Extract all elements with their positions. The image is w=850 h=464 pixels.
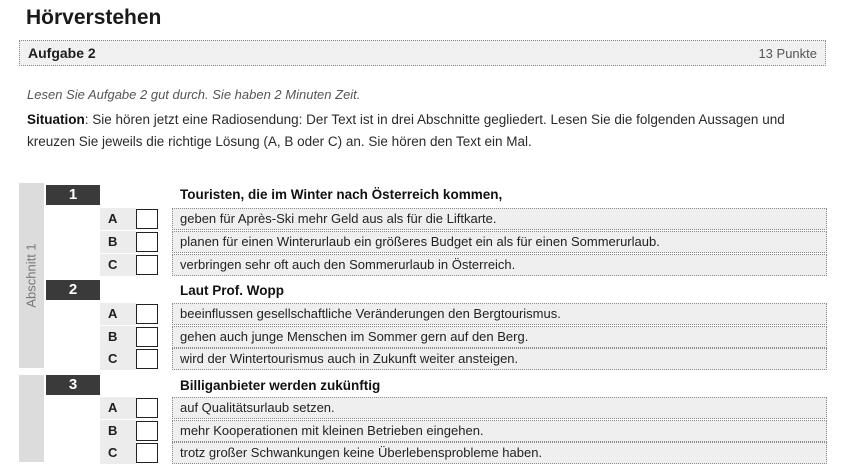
answer-checkbox[interactable] [136, 232, 158, 252]
option-text: wird der Wintertourismus auch in Zukunft weiter ansteigen. [172, 348, 827, 370]
task-header-bar [19, 40, 826, 66]
option-row [100, 442, 827, 464]
question-number: 3 [46, 375, 100, 395]
answer-checkbox[interactable] [136, 255, 158, 275]
option-letter: C [100, 442, 136, 464]
section-bar-1 [19, 183, 44, 368]
question-number: 1 [46, 185, 100, 205]
instruction-text: Lesen Sie Aufgabe 2 gut durch. Sie haben 2 Minuten Zeit. [27, 87, 361, 102]
option-letter: A [100, 303, 136, 325]
page-title: Hörverstehen [26, 6, 162, 29]
question-number: 2 [46, 280, 100, 300]
option-row [100, 397, 827, 419]
answer-checkbox[interactable] [136, 443, 158, 463]
option-text: planen für einen Winterurlaub ein größeres Budget ein als für einen Sommerurlaub. [172, 231, 827, 253]
answer-checkbox[interactable] [136, 421, 158, 441]
situation-label: Situation [27, 112, 85, 127]
option-row [100, 231, 827, 253]
task-points: 13 Punkte [758, 46, 817, 61]
answer-checkbox[interactable] [136, 304, 158, 324]
option-row [100, 208, 827, 230]
section-label: Abschnitt 1 [24, 243, 40, 308]
option-letter: B [100, 231, 136, 253]
answer-checkbox[interactable] [136, 398, 158, 418]
section-bar-2 [19, 375, 44, 462]
option-text: verbringen sehr oft auch den Sommerurlaub in Österreich. [172, 254, 827, 276]
situation-text: : Sie hören jetzt eine Radiosendung: Der Text ist in drei Abschnitte gegliedert. Lesen Sie die folgenden Aussagen und kreuzen Sie jeweils die richtige Lösung (A, B oder C) an. Sie hören den Text ein Mal. [27, 112, 785, 149]
option-row [100, 420, 827, 442]
option-letter: B [100, 420, 136, 442]
task-label: Aufgabe 2 [28, 45, 96, 61]
option-row [100, 254, 827, 276]
option-row [100, 348, 827, 370]
option-text: mehr Kooperationen mit kleinen Betrieben eingehen. [172, 420, 827, 442]
option-text: gehen auch junge Menschen im Sommer gern auf den Berg. [172, 326, 827, 348]
option-letter: C [100, 254, 136, 276]
option-row [100, 326, 827, 348]
option-text: geben für Après-Ski mehr Geld aus als für die Liftkarte. [172, 208, 827, 230]
option-letter: C [100, 348, 136, 370]
option-text: trotz großer Schwankungen keine Überlebensprobleme haben. [172, 442, 827, 464]
answer-checkbox[interactable] [136, 327, 158, 347]
option-row [100, 303, 827, 325]
option-text: auf Qualitätsurlaub setzen. [172, 397, 827, 419]
answer-checkbox[interactable] [136, 349, 158, 369]
answer-checkbox[interactable] [136, 209, 158, 229]
situation-paragraph [27, 109, 827, 153]
question-title: Billiganbieter werden zukünftig [180, 378, 381, 393]
option-letter: A [100, 397, 136, 419]
question-title: Laut Prof. Wopp [180, 283, 284, 298]
question-title: Touristen, die im Winter nach Österreich kommen, [180, 187, 503, 202]
option-letter: A [100, 208, 136, 230]
option-text: beeinflussen gesellschaftliche Veränderungen den Bergtourismus. [172, 303, 827, 325]
option-letter: B [100, 326, 136, 348]
